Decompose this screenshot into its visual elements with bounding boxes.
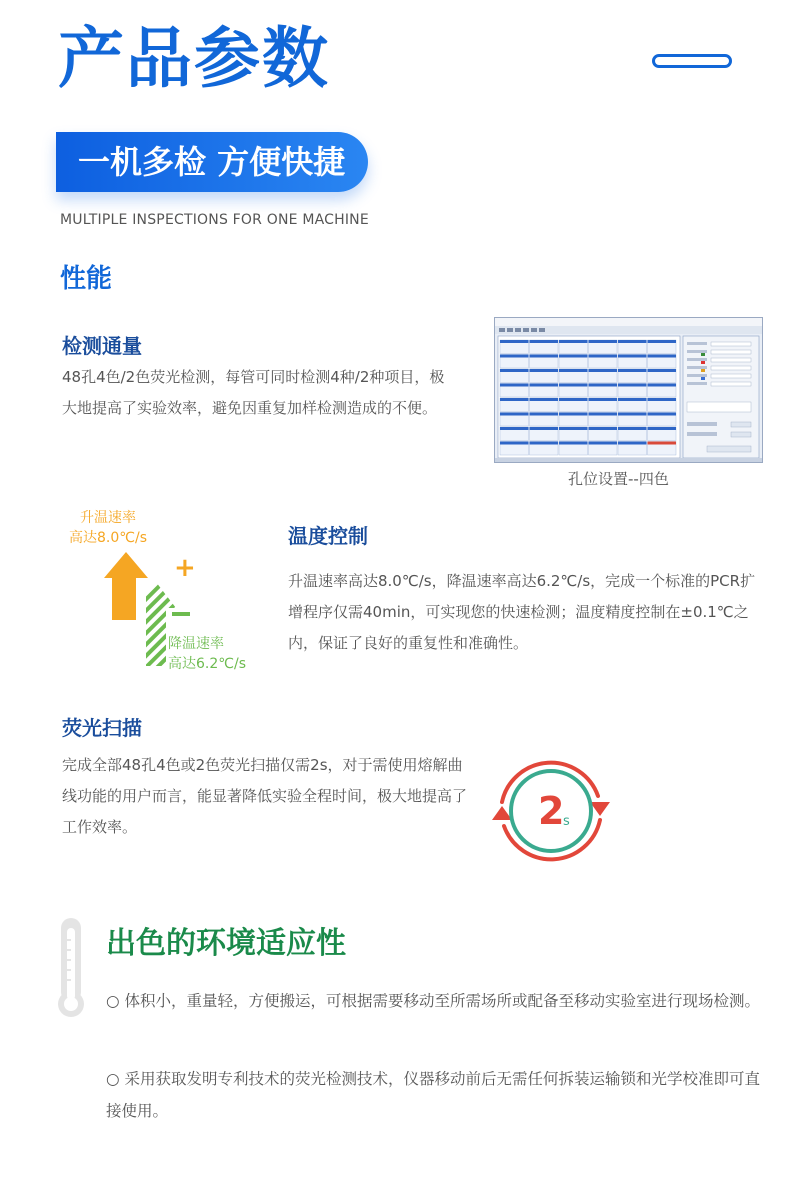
thermometer-icon (58, 916, 84, 1020)
timer-unit: s (563, 814, 570, 829)
performance-heading: 性能 (60, 264, 113, 294)
throughput-text: 48孔4色/2色荧光检测，每管可同时检测4种/2种项目，极大地提高了实验效率，避免因重复加样检测造成的不便。 (62, 368, 445, 417)
environment-bullet: ○ 采用获取发明专利技术的荧光检测技术，仪器移动前后无需任何拆装运输锁和光学校准即可直接使用。 (106, 1070, 760, 1120)
timer-value: 2 (538, 789, 565, 833)
fluorescence-text: 完成全部48孔4色或2色荧光扫描仅需2s，对于需使用熔解曲线功能的用户而言，能显著降低实验全程时间，极大地提高了工作效率。 (62, 756, 468, 836)
heating-rate-label (66, 508, 150, 548)
temperature-heading: 温度控制 (288, 524, 368, 548)
cooling-rate-label (168, 634, 258, 674)
heating-rate-title: 升温速率 (80, 510, 136, 526)
plus-sign: + (174, 553, 196, 583)
feature-banner: 一机多检 方便快捷 (56, 132, 368, 192)
environment-heading: 出色的环境适应性 (106, 926, 346, 961)
environment-bullet: ○ 体积小，重量轻，方便搬运，可根据需要移动至所需场所或配备至移动实验室进行现场检测。 (106, 992, 760, 1010)
software-screenshot-graphic (495, 318, 762, 462)
throughput-heading: 检测通量 (62, 334, 142, 358)
heating-rate-value: 高达8.0℃/s (69, 530, 147, 546)
fluorescence-heading: 荧光扫描 (62, 716, 142, 740)
cooling-rate-value: 高达6.2℃/s (168, 656, 246, 672)
cooling-rate-title: 降温速率 (168, 636, 224, 652)
decorative-pill (652, 54, 732, 68)
banner-subtitle: MULTIPLE INSPECTIONS FOR ONE MACHINE (60, 212, 369, 228)
minus-sign (172, 612, 190, 616)
page-title: 产品参数 (58, 19, 330, 97)
scan-timer-icon (486, 752, 616, 870)
software-screenshot (494, 317, 763, 463)
screenshot-caption: 孔位设置--四色 (568, 470, 669, 488)
temperature-text: 升温速率高达8.0℃/s，降温速率高达6.2℃/s，完成一个标准的PCR扩增程序仅需40min，可实现您的快速检测；温度精度控制在±0.1℃之内，保证了良好的重复性和准确性。 (288, 572, 756, 652)
